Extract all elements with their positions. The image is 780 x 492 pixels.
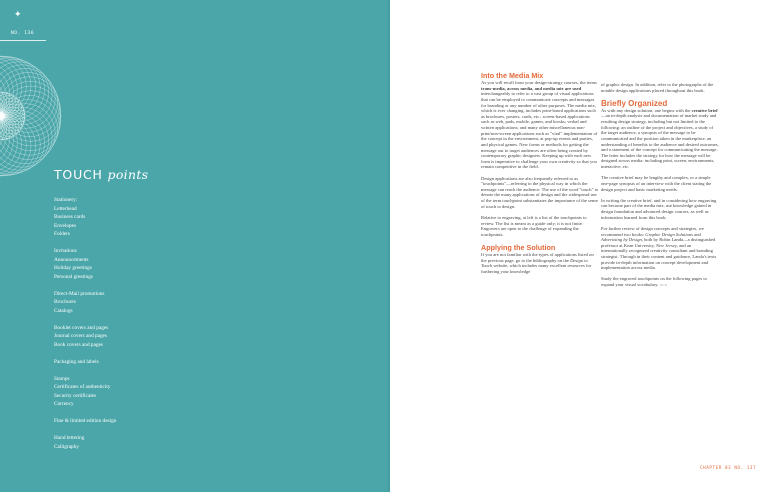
paragraph: In writing the creative brief, and in considering how engraving can become part of the media mix, use knowledge gained in design foundation and advanced design courses, as well as information learned from this book. [601, 197, 717, 220]
list-spacer [54, 349, 116, 358]
paragraph-italic-text: Advertising by Design, [601, 237, 643, 243]
paragraph-text: As with any design solution, one begins with the [601, 107, 692, 113]
list-item: Invitations [54, 248, 77, 254]
list-item: Personal greetings [54, 273, 93, 280]
paragraph [481, 252, 599, 275]
paragraph-italic-text: Design to Touch [481, 257, 588, 269]
list-item: Packaging and labels [54, 358, 99, 365]
list-item: Announcements [54, 256, 89, 263]
paragraph-text: As you will recall from your design-strategy courses, the terms [481, 80, 597, 85]
paragraph: of graphic design. In addition, refer to the photographs of the notable design applications placed throughout this book. [601, 82, 714, 93]
list-item: Book covers and pages [54, 341, 103, 348]
list-spacer [54, 426, 116, 435]
paragraph: Study the engraved touchpoints on the following pages to expand your visual vocabulary. :::::: [601, 276, 707, 288]
paragraph-text: If you are not familiar with the types of applications listed on the previous page, go to the bibliography on the [481, 252, 594, 263]
list-item: Envelopes [54, 222, 77, 229]
text-column-1 [481, 71, 599, 280]
list-item: Holiday greetings [54, 265, 92, 271]
paragraph [481, 80, 599, 170]
paragraph: Relative to engraving, at left is a list of the touchpoints to review. The list is meant as a guide only; it is not finite. Engravers are open to the challenge of expanding the touchpoints. [481, 214, 587, 237]
list-item: Booklet covers and pages [54, 324, 109, 331]
paragraph-text: and [693, 231, 701, 237]
list-item: Business cards [54, 214, 86, 220]
list-item: Brochures [54, 299, 76, 305]
paragraph-bold-text: creative brief [691, 107, 718, 113]
paragraph [601, 226, 719, 271]
list-item: Currency [54, 401, 74, 407]
touchpoints-list [54, 196, 116, 451]
paragraph: The creative brief may be lengthy and complex, or a simple one-page synopsis of an interview with the client stating the design project and basic marketing needs. [601, 175, 712, 192]
list-item: Folders [54, 231, 70, 237]
heading-media-mix: Into the Media Mix [481, 71, 544, 80]
list-item: Security certificates [54, 392, 97, 399]
paragraph-text: website, which includes many excellent resources for furthering your knowledge [481, 263, 592, 274]
paragraph [601, 108, 719, 170]
paragraph-text: For further review of design concepts and strategies, we recommend two books: [601, 225, 704, 237]
folio-number: NO. 136 [11, 31, 35, 36]
rosette-ornament-icon [0, 55, 62, 177]
list-item: Letterhead [54, 205, 77, 212]
paragraph-bold-text: trans-media, across media, and media mix are used [481, 85, 582, 91]
list-item: Certificates of authenticity [54, 384, 111, 390]
heading-applying-solution: Applying the Solution [481, 243, 556, 253]
list-item: Hand lettering [54, 435, 85, 441]
folio-rule [0, 40, 46, 41]
list-item: Stamps [54, 375, 70, 382]
bird-icon: ✦ [14, 10, 22, 20]
page-footer: CHAPTER 03 NO. 137 [700, 465, 757, 470]
paragraph-text: and an internationally recognized creativity consultant and branding strategist. Through in their content and guidance, Landa's texts provide in-depth information on concept development and implementation across media. [601, 242, 717, 271]
title-main: TOUCH [54, 167, 103, 182]
list-item: Calligraphy [54, 443, 80, 450]
list-spacer [54, 281, 116, 290]
paragraph-text: both by Robin Landa—a distinguished professor at Kean University, [601, 237, 716, 248]
list-item: Journal covers and pages [54, 333, 108, 339]
list-item: Fine & limited edition design [54, 418, 117, 424]
paragraph-italic-text: Graphic Design Solutions [645, 231, 694, 237]
text-column-2 [601, 82, 719, 293]
list-spacer [54, 409, 116, 418]
list-item: Catalogs [54, 307, 73, 314]
list-item: Stationery: [54, 197, 78, 203]
paragraph-text: interchangeably to refer to a vast group of visual applications that can be employed to communicate concepts and messages for branding or any number of other purposes. The media mix, which is ever changing, includes print-based applications such as brochures, posters, cards, etc.; screen-based applications such as web, pads, mobile, games, and kiosks; verbal and written applications; and many other miscellaneous non-print/non-screen applications such as "viral" implementation of the concept in the environment, at pop-up events and parties, and physical games. New forms or methods for getting the message out to target audiences are often being created by contemporary graphic designers. Keeping up with each new form is imperative to challenge your own creativity so that you remain competitive in the field. [481, 91, 598, 170]
heading-briefly-organized: Briefly Organized [601, 98, 668, 108]
paragraph: Design applications are also frequently referred to as "touchpoints"—referring to the physical way in which the message can reach the audience. The use of the word "touch" to denote the many applications of design and the widespread use of the term touchpoint substantiates the importance of the sense of touch to design. [481, 175, 599, 209]
list-spacer [54, 315, 116, 324]
page-title [54, 167, 148, 182]
paragraph-italic-text: New Jersey, [655, 242, 678, 248]
list-spacer [54, 239, 116, 248]
paragraph-text: —an in-depth analysis and documentation of market study and resulting design strategy, including but not limited to the following: an outline of the project and objectives, a study of the target audience, a synopsis of the message to be communicated and the position taken in the marketplace, an understanding of benefits to the audience and desired outcomes, and a statement of the concept for communicating the message. The letter includes the strategy for how the message will be designed across media: including print, screen, environments, interactive, etc. [601, 113, 719, 170]
list-item: Direct-Mail promotions [54, 290, 105, 297]
title-accent: points [107, 167, 149, 182]
list-spacer [54, 366, 116, 375]
